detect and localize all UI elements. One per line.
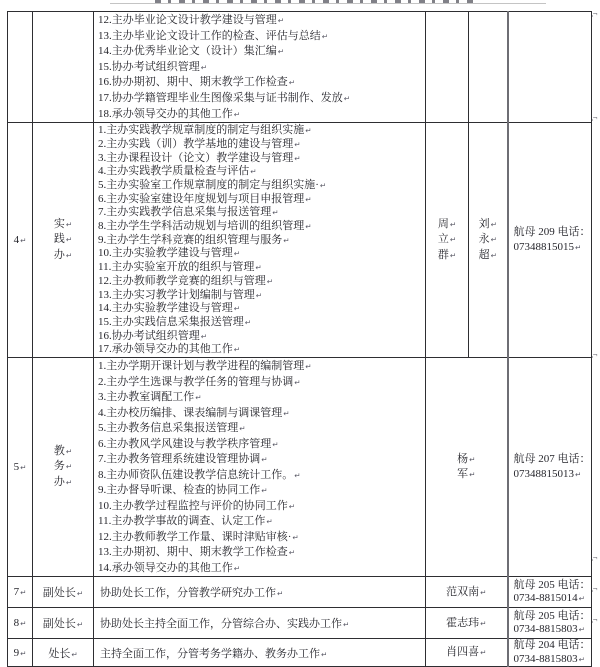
- duties-cell: [94, 358, 426, 577]
- duty-line: 18.承办领导交办的其他工作 ↵: [98, 107, 423, 123]
- duty-line: 14.主办实验教学建设与管理 ↵: [98, 302, 423, 316]
- contact-phone-number: 0734-8815803 ↵: [514, 623, 590, 637]
- table-row-jiaowuban: [8, 358, 592, 577]
- dept-char: 践 ↵: [33, 232, 93, 248]
- name-cell: [469, 123, 508, 358]
- duties-cell: [94, 608, 426, 639]
- name-char: 永 ↵: [469, 232, 507, 248]
- dept-cell: [33, 123, 94, 358]
- table-row-deputy-director: [8, 608, 592, 639]
- dept-char: 实 ↵: [33, 217, 93, 233]
- contact-cell-empty: [508, 12, 592, 123]
- duty-line: 12.主办毕业论文设计教学建设与管理 ↵: [98, 13, 423, 29]
- duties-cell: [94, 639, 426, 667]
- duty-line: 2.主办学生选课与教学任务的管理与协调 ↵: [98, 375, 423, 391]
- duty-line: 协助处长主持全面工作，分管综合办、实践办工作 ↵: [94, 615, 425, 631]
- duty-line: 14.承办领导交办的其他工作 ↵: [98, 561, 423, 577]
- row-number: 9 ↵: [14, 647, 27, 659]
- dept-char: 办 ↵: [33, 248, 93, 264]
- table-row-director: [8, 639, 592, 667]
- name-char: 周 ↵: [426, 217, 468, 233]
- contact-phone-number: 0734-8815803 ↵: [514, 653, 590, 667]
- duties-list: [94, 123, 425, 357]
- dept-label-vertical: [33, 217, 93, 264]
- table-row-shijianban: [8, 123, 592, 358]
- row-number: 8 ↵: [14, 617, 27, 629]
- duty-line: 16.协办考试组织管理 ↵: [98, 330, 423, 344]
- duty-line: 4.主办校历编排、课表编制与调课管理 ↵: [98, 406, 423, 422]
- duty-line: 3.主办课程设计（论文）教学建设与管理 ↵: [98, 152, 423, 166]
- name-cell: [426, 577, 508, 608]
- row-end-mark: [591, 585, 600, 593]
- row-number: 4 ↵: [14, 234, 27, 246]
- row-number-cell: [8, 577, 33, 608]
- contact-location-phone-label: 航母 207 电话：: [513, 453, 591, 466]
- contact-phone-number: 07348815013 ↵: [514, 467, 590, 483]
- duty-line: 4.主办实践教学质量检查与评估 ↵: [98, 165, 423, 179]
- row-end-mark: [591, 114, 600, 122]
- duties-cell: [94, 577, 426, 608]
- contact-location-phone-label: 航母 204 电话：: [513, 639, 591, 652]
- duty-line: 12.主办教师教学竞赛的组织与管理 ↵: [98, 275, 423, 289]
- position-title: 处长 ↵: [48, 648, 77, 660]
- duty-line: 14.主办优秀毕业论文（设计）集汇编 ↵: [98, 44, 423, 60]
- name-char: 立 ↵: [426, 232, 468, 248]
- dept-char: 务 ↵: [33, 459, 93, 475]
- contact-cell: [508, 123, 592, 358]
- name-cell: [426, 639, 508, 667]
- cut-off-rule-line: [110, 3, 546, 4]
- duty-line: 12.主办教师教学工作量、课时津贴审核· ↵: [98, 530, 423, 546]
- position-title: 副处长 ↵: [43, 618, 83, 630]
- name-char: 刘 ↵: [469, 217, 507, 233]
- person-name-vertical: [469, 217, 507, 264]
- duty-line: 13.主办期初、期中、期末教学工作检查 ↵: [98, 545, 423, 561]
- dept-char: 办 ↵: [33, 475, 93, 491]
- person-name: 肖四喜 ↵: [446, 646, 486, 658]
- dept-label-vertical: [33, 444, 93, 491]
- contact-location-phone-label: 航母 205 电话：: [513, 609, 591, 622]
- duty-line: 13.主办毕业论文设计工作的检查、评估与总结 ↵: [98, 29, 423, 45]
- duty-line: 5.主办教务信息采集报送管理 ↵: [98, 421, 423, 437]
- duty-line: 11.主办实验室开放的组织与管理 ↵: [98, 261, 423, 275]
- row-number-cell: [8, 358, 33, 577]
- duties-cell: [94, 123, 426, 358]
- row-end-mark: [591, 351, 600, 359]
- duty-line: 1.主办学期开课计划与教学进程的编制管理 ↵: [98, 359, 423, 375]
- row-number: 7 ↵: [14, 586, 27, 598]
- row-number-cell-empty: [8, 12, 33, 123]
- duty-line: 15.协办考试组织管理 ↵: [98, 60, 423, 76]
- name-cell: [426, 123, 469, 358]
- row-end-mark: [591, 10, 600, 18]
- duty-line: 3.主办教室调配工作 ↵: [98, 390, 423, 406]
- contact-cell: [508, 358, 592, 577]
- name-cell-empty: [469, 12, 508, 123]
- contact-cell: [508, 639, 592, 667]
- contact-location-phone-label: 航母 205 电话：: [513, 578, 591, 591]
- person-name: 霍志玮 ↵: [446, 617, 486, 629]
- dept-cell: [33, 358, 94, 577]
- name-char: 杨 ↵: [426, 452, 507, 468]
- contact-phone-number: 07348815015 ↵: [514, 240, 590, 256]
- duty-line: 协助处长工作，分管教学研究办工作 ↵: [94, 584, 425, 600]
- contact-cell: [508, 577, 592, 608]
- dept-cell-empty: [33, 12, 94, 123]
- cut-off-text-strip: [110, 0, 546, 6]
- duties-table: [7, 11, 592, 667]
- duty-line: 9.主办督导听课、检查的协同工作 ↵: [98, 483, 423, 499]
- duty-line: 7.主办教务管理系统建设管理协调 ↵: [98, 452, 423, 468]
- contact-phone-number: 0734-8815014 ↵: [514, 592, 590, 606]
- duty-line: 10.主办教学过程监控与评价的协同工作 ↵: [98, 499, 423, 515]
- duty-line: 10.主办实验教学建设与管理 ↵: [98, 247, 423, 261]
- position-title: 副处长 ↵: [43, 587, 83, 599]
- dept-cell: [33, 608, 94, 639]
- duty-line: 2.主办实践（训）教学基地的建设与管理 ↵: [98, 138, 423, 152]
- person-name: 范双南 ↵: [446, 586, 486, 598]
- name-cell-empty: [426, 12, 469, 123]
- contact-location-phone-label: 航母 209 电话：: [513, 226, 591, 239]
- duty-line: 1.主办实践教学规章制度的制定与组织实施 ↵: [98, 124, 423, 138]
- name-cell: [426, 358, 508, 577]
- dept-cell: [33, 577, 94, 608]
- duties-list: [94, 12, 425, 122]
- dept-char: 教 ↵: [33, 444, 93, 460]
- row-end-mark: [591, 616, 600, 624]
- person-name-vertical: [426, 217, 468, 264]
- name-cell: [426, 608, 508, 639]
- person-name-vertical: [426, 452, 507, 483]
- row-number-cell: [8, 608, 33, 639]
- row-end-mark: [591, 554, 600, 562]
- contact-cell: [508, 608, 592, 639]
- row-number-cell: [8, 123, 33, 358]
- name-char: 军 ↵: [426, 467, 507, 483]
- duty-line: 16.协办期初、期中、期末教学工作检查 ↵: [98, 75, 423, 91]
- row-number-cell: [8, 639, 33, 667]
- duties-cell: [94, 12, 426, 123]
- duties-list: [94, 358, 425, 576]
- duty-line: 9.主办学生学科竞赛的组织管理与服务 ↵: [98, 234, 423, 248]
- duty-line: 11.主办教学事故的调查、认定工作 ↵: [98, 514, 423, 530]
- duty-line: 15.主办实践信息采集报送管理 ↵: [98, 316, 423, 330]
- table-row-deputy-director: [8, 577, 592, 608]
- name-char: 群 ↵: [426, 248, 468, 264]
- duty-line: 7.主办实践教学信息采集与报送管理 ↵: [98, 206, 423, 220]
- name-char: 超 ↵: [469, 248, 507, 264]
- dept-cell: [33, 639, 94, 667]
- row-number: 5 ↵: [14, 461, 27, 473]
- duty-line: 6.主办实验室建设年度规划与项目申报管理 ↵: [98, 193, 423, 207]
- duty-line: 5.主办实验室工作规章制度的制定与组织实施· ↵: [98, 179, 423, 193]
- duty-line: 13.主办实习教学计划编制与管理 ↵: [98, 289, 423, 303]
- duty-line: 8.主办学生学科活动规划与培训的组织管理 ↵: [98, 220, 423, 234]
- duty-line: 17.协办学籍管理毕业生图像采集与证书制作、发放 ↵: [98, 91, 423, 107]
- duty-line: 17.承办领导交办的其他工作 ↵: [98, 343, 423, 357]
- duty-line: 8.主办师资队伍建设教学信息统计工作。 ↵: [98, 468, 423, 484]
- duty-line: 6.主办教风学风建设与教学秩序管理 ↵: [98, 437, 423, 453]
- table-row-continuation: [8, 12, 592, 123]
- duty-line: 主持全面工作，分管考务学籍办、教务办工作 ↵: [94, 645, 425, 661]
